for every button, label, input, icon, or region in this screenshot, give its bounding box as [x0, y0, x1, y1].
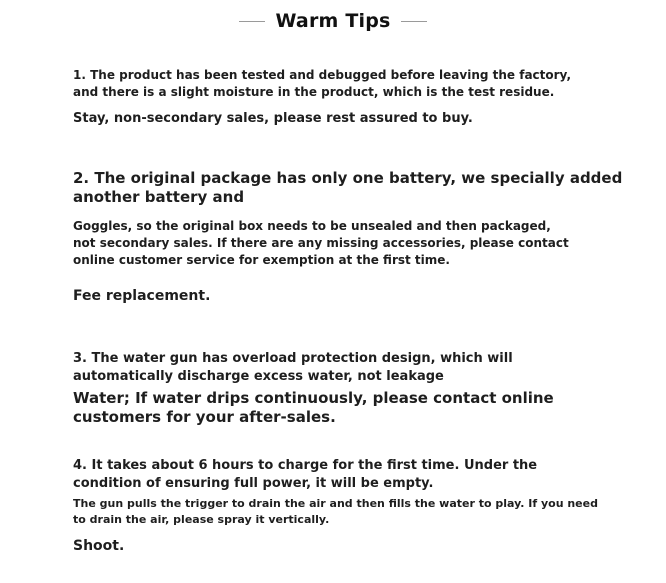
tip-4-body — [73, 496, 598, 528]
tip-3-heading — [73, 350, 513, 386]
page-title: Warm Tips — [275, 10, 391, 32]
tip-2-line-2: another battery and — [73, 188, 245, 206]
tip-1-note: Stay, non-secondary sales, please rest assured to buy. — [73, 111, 473, 126]
tip-4-heading — [73, 457, 537, 493]
tip-2-body-line-2: not secondary sales. If there are any missing accessories, please contact — [73, 236, 569, 250]
tip-2-body-line-3: online customer service for exemption at the first time. — [73, 253, 450, 267]
tip-3-body — [73, 389, 554, 427]
tip-2-line-1: 2. The original package has only one battery, we specially added — [73, 169, 623, 187]
tip-1-line-1: 1. The product has been tested and debugged before leaving the factory, — [73, 68, 572, 82]
tip-4-line-2: condition of ensuring full power, it will be empty. — [73, 476, 434, 491]
tip-2-body — [73, 218, 569, 269]
tip-3-line-2: automatically discharge excess water, not leakage — [73, 369, 444, 384]
tip-2-note: Fee replacement. — [73, 288, 211, 304]
title-left-divider — [239, 21, 265, 22]
title-right-divider — [401, 21, 427, 22]
tip-4-body-line-2: to drain the air, please spray it vertically. — [73, 513, 330, 526]
tip-2-body-line-1: Goggles, so the original box needs to be unsealed and then packaged, — [73, 219, 551, 233]
tip-4-body-line-1: The gun pulls the trigger to drain the air and then fills the water to play. If you need — [73, 497, 598, 510]
tip-1-line-2: and there is a slight moisture in the product, which is the test residue. — [73, 85, 555, 99]
tip-2-heading — [73, 169, 622, 207]
tip-4-line-1: 4. It takes about 6 hours to charge for the first time. Under the — [73, 458, 538, 473]
tip-3-body-line-2: customers for your after-sales. — [73, 408, 336, 426]
title-row — [0, 8, 666, 34]
tip-1-heading — [73, 67, 571, 101]
tip-3-body-line-1: Water; If water drips continuously, please contact online — [73, 389, 554, 407]
tip-3-line-1: 3. The water gun has overload protection design, which will — [73, 351, 513, 366]
tip-4-note: Shoot. — [73, 538, 125, 554]
